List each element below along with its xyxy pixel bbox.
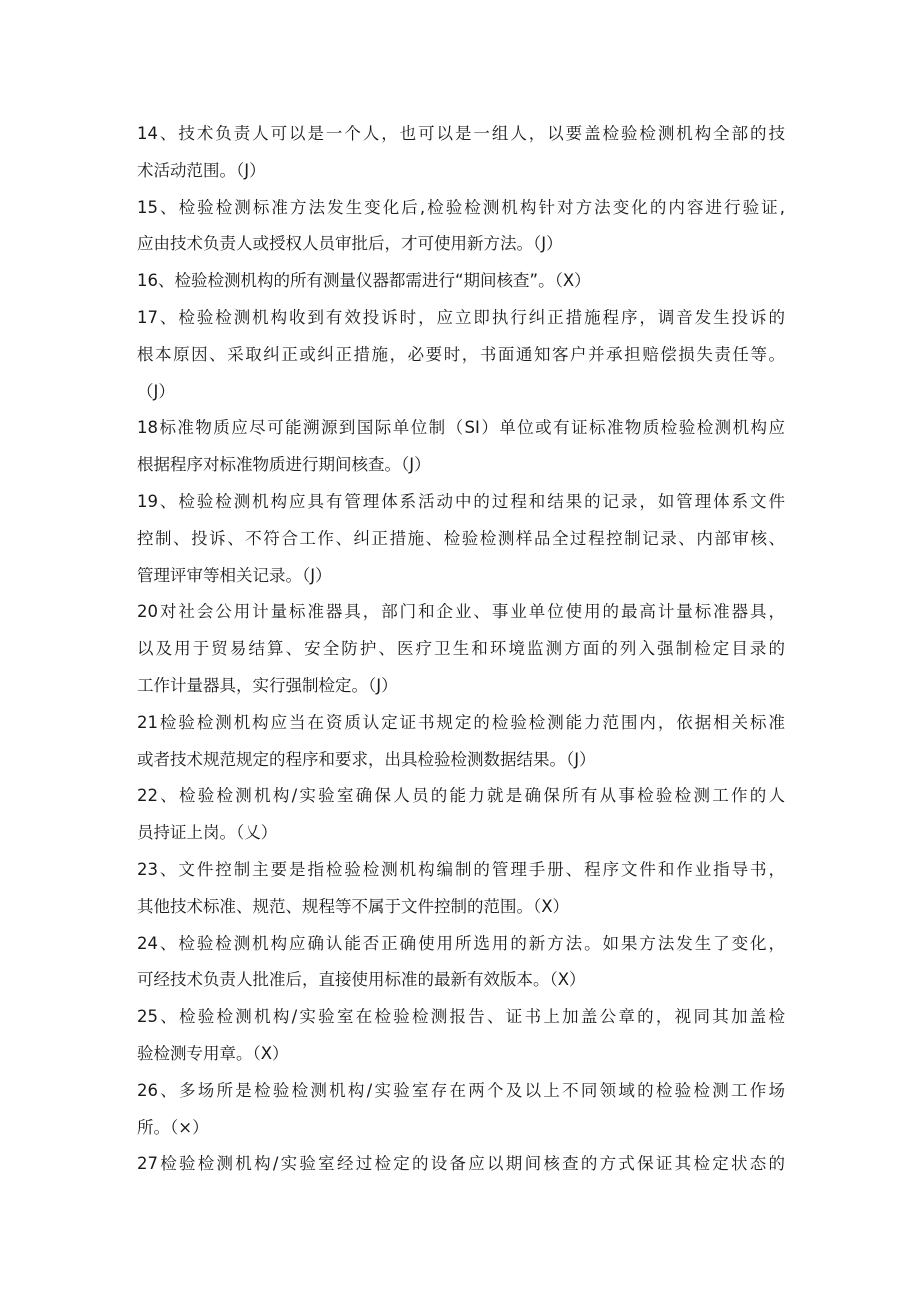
text-line: 员持证上岗。（乂）	[137, 823, 278, 843]
text-line: 应由技术负责人或授权人员审批后，才可使用新方法。（J）	[137, 234, 563, 254]
text-line: 18标准物质应尽可能溯源到国际单位制（SI）单位或有证标准物质检验检测机构应	[137, 418, 785, 438]
text-line: 23、文件控制主要是指检验检测机构编制的管理手册、程序文件和作业指导书，	[137, 859, 785, 879]
text-line: 工作计量器具，实行强制检定。（J）	[137, 675, 398, 695]
text-line: 19、检验检测机构应具有管理体系活动中的过程和结果的记录，如管理体系文件	[137, 491, 785, 511]
text-line: 所。（×）	[137, 1117, 209, 1137]
text-line: 可经技术负责人批准后，直接使用标准的最新有效版本。（X）	[137, 970, 586, 990]
text-line: 15、检验检测标准方法发生变化后,检验检测机构针对方法变化的内容进行验证,	[137, 197, 785, 217]
text-line: 26、多场所是检验检测机构/实验室存在两个及以上不同领域的检验检测工作场	[137, 1080, 785, 1100]
text-line: 27检验检测机构/实验室经过检定的设备应以期间核查的方式保证其检定状态的	[137, 1154, 785, 1174]
text-line: 20对社会公用计量标准器具，部门和企业、事业单位使用的最高计量标准器具，	[137, 602, 785, 622]
document-body	[137, 116, 785, 1183]
text-line: 16、检验检测机构的所有测量仪器都需进行“期间核查”。（X）	[137, 271, 591, 291]
text-line: 根据程序对标准物质进行期间核查。（J）	[137, 455, 431, 475]
text-line: （J）	[137, 381, 175, 401]
text-line: 或者技术规范规定的程序和要求，出具检验检测数据结果。（J）	[137, 749, 596, 769]
text-line: 管理评审等相关记录。（J）	[137, 565, 332, 585]
text-line: 17、检验检测机构收到有效投诉时，应立即执行纠正措施程序，调音发生投诉的	[137, 307, 785, 327]
text-line: 14、技术负责人可以是一个人，也可以是一组人，以要盖检验检测机构全部的技	[137, 124, 785, 143]
text-line: 验检测专用章。（X）	[137, 1043, 289, 1063]
text-line: 24、检验检测机构应确认能否正确使用所选用的新方法。如果方法发生了变化，	[137, 933, 785, 953]
text-line: 22、检验检测机构/实验室确保人员的能力就是确保所有从事检验检测工作的人	[137, 786, 785, 806]
text-line: 25、检验检测机构/实验室在检验检测报告、证书上加盖公章的，视同其加盖检	[137, 1007, 785, 1027]
text-line: 术活动范围。（J）	[137, 160, 266, 180]
text-line: 21检验检测机构应当在资质认定证书规定的检验检测能力范围内，依据相关标准	[137, 712, 785, 732]
text-line: 控制、投诉、不符合工作、纠正措施、检验检测样品全过程控制记录、内部审核、	[137, 528, 785, 548]
text-line: 其他技术标准、规范、规程等不属于文件控制的范围。（X）	[137, 896, 570, 916]
text-line: 以及用于贸易结算、安全防护、医疗卫生和环境监测方面的列入强制检定目录的	[137, 639, 785, 659]
text-line: 根本原因、采取纠正或纠正措施，必要时，书面通知客户并承担赔偿损失责任等。	[137, 344, 785, 364]
